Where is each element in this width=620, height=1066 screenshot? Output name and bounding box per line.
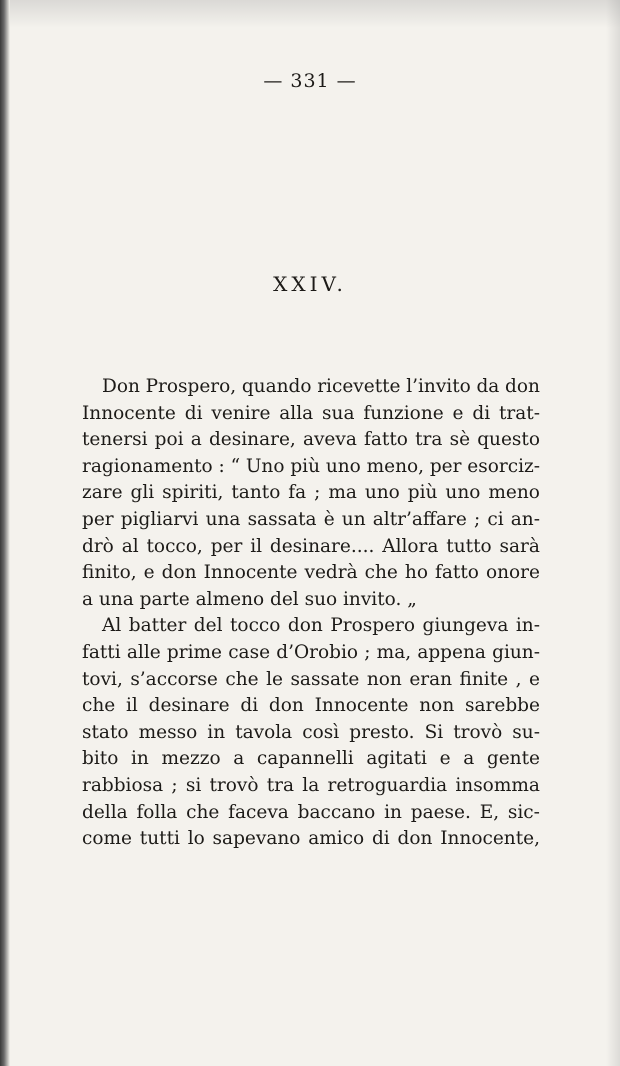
text-line: ragionamento : “ Uno più uno meno, per esorciz- bbox=[82, 455, 540, 477]
text-line: Al batter del tocco don Prospero giungeva in- bbox=[102, 615, 540, 637]
text-line: come tutti lo sapevano amico di don Innocente, bbox=[82, 828, 540, 850]
page-number: — 331 — bbox=[263, 70, 357, 92]
text-line: a una parte almeno del suo invito. „ bbox=[82, 588, 417, 610]
text-line: rabbiosa ; si trovò tra la retroguardia insomma bbox=[82, 774, 540, 796]
text-line: per pigliarvi una sassata è un altr’affare ; ci an- bbox=[82, 508, 540, 530]
text-line: Don Prospero, quando ricevette l’invito da don bbox=[102, 376, 540, 397]
text-line: finito, e don Innocente vedrà che ho fatto onore bbox=[82, 562, 540, 584]
text-line: Innocente di venire alla sua funzione e di trat- bbox=[82, 402, 540, 424]
text-line: fatti alle prime case d’Orobio ; ma, appena giun- bbox=[82, 641, 540, 663]
paragraph-2 bbox=[82, 613, 540, 852]
spine-shadow bbox=[0, 0, 10, 1066]
text-line: della folla che faceva baccano in paese. E, sic- bbox=[82, 801, 540, 823]
paragraph-1 bbox=[82, 374, 540, 613]
text-line: bito in mezzo a capannelli agitati e a gente bbox=[82, 748, 540, 770]
body-text bbox=[82, 374, 540, 853]
text-line: tenersi poi a desinare, aveva fatto tra sè questo bbox=[82, 429, 540, 451]
right-edge-shading bbox=[606, 0, 620, 1066]
text-line: tovi, s’accorse che le sassate non eran finite , e bbox=[82, 668, 540, 690]
text-line: zare gli spiriti, tanto fa ; ma uno più uno meno bbox=[82, 482, 540, 504]
text-line: che il desinare di don Innocente non sarebbe bbox=[82, 695, 540, 717]
text-line: stato messo in tavola così presto. Si trovò su- bbox=[82, 721, 540, 743]
text-line: drò al tocco, per il desinare.... Allora tutto sarà bbox=[82, 535, 540, 557]
chapter-title: XXIV. bbox=[273, 272, 347, 296]
top-edge-shading bbox=[10, 0, 620, 28]
